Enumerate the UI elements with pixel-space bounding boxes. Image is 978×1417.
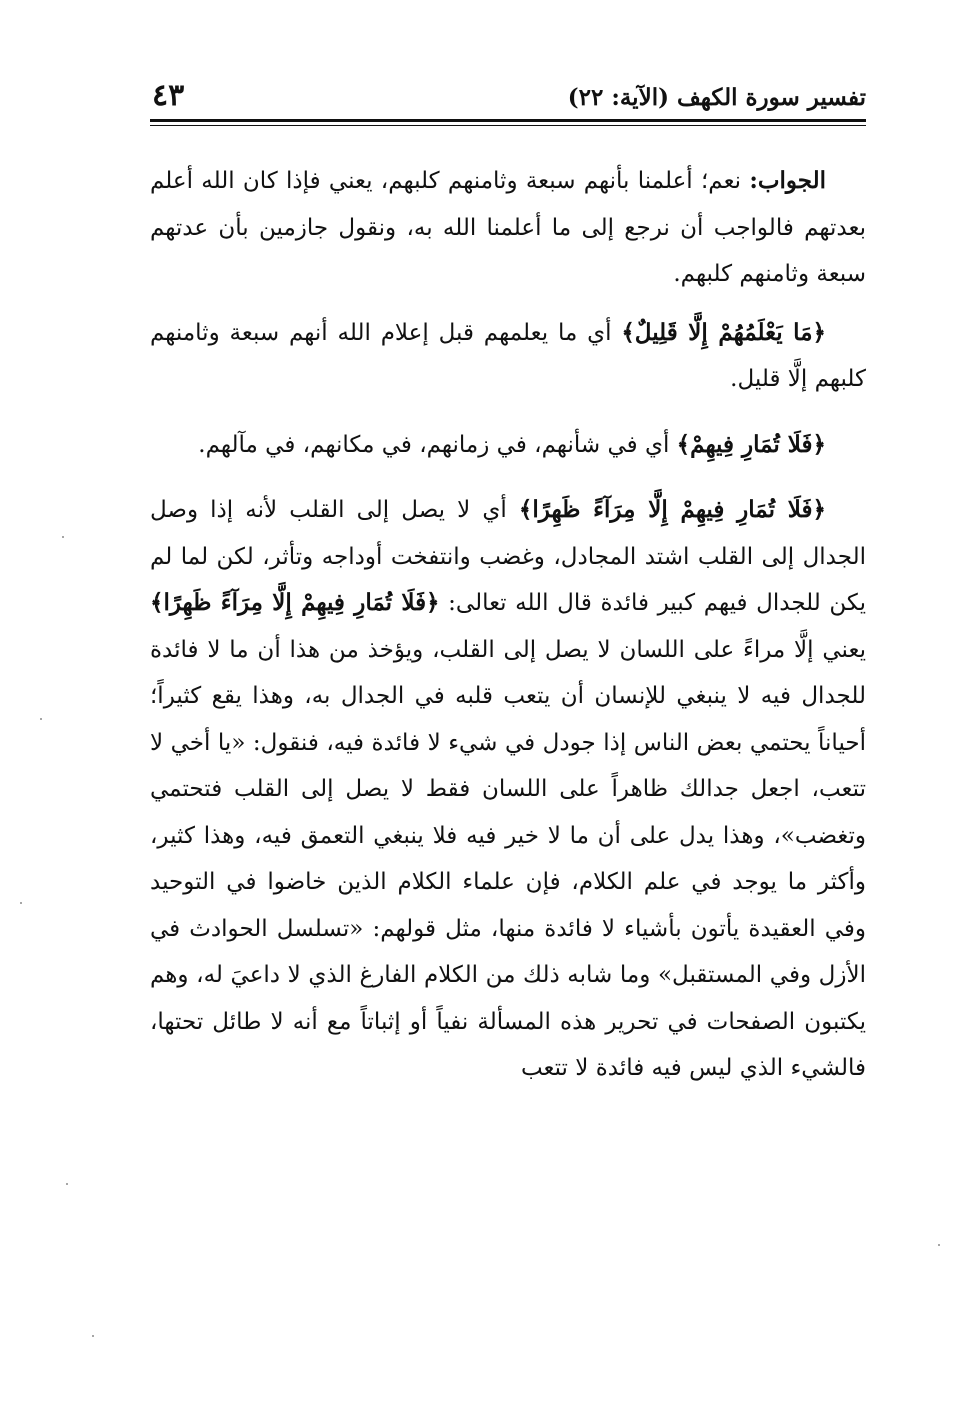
- paragraph-text: نعم؛ أعلمنا بأنهم سبعة وثامنهم كلبهم، يعني فإذا كان الله أعلم بعدتهم فالواجب أن نرجع إلى ما أعلمنا الله به، ونقول جازمين بأن عدتهم سبعة وثامنهم كلبهم.: [150, 168, 866, 287]
- quran-verse: ﴿فَلَا تُمَارِ فِيهِمْ﴾: [676, 430, 826, 458]
- scan-speck: [92, 1335, 94, 1337]
- paragraph-text: أي لا يصل إلى القلب لأنه إذا وصل الجدال إلى القلب اشتد المجادل، وغضب وانتفخت أوداجه وتأثر، لكن لما لم يكن للجدال فيهم كبير فائدة قال الله تعالى:: [150, 497, 867, 616]
- header-rule-thick: [150, 119, 866, 122]
- paragraph-verse-few-know: [150, 310, 866, 403]
- paragraph-text-continued: يعني إلَّا مراءً على اللسان لا يصل إلى القلب، ويؤخذ من هذا أن ما لا فائدة للجدال فيه لا ينبغي للإنسان أن يتعب قلبه في الجدال به، وهذا يقع كثيراً؛ أحياناً يحتمي بعض الناس إذا جودل في شيء لا فائدة فيه، فنقول: «يا أخي لا تتعب، اجعل جدالك ظاهراً على اللسان فقط لا يصل إلى القلب فتحتمي وتغضب»، وهذا يدل على أن ما لا خير فيه فلا ينبغي التعمق فيه، وهذا كثير، وأكثر ما يوجد في علم الكلام، فإن علماء الكلام الذين خاضوا في التوحيد وفي العقيدة يأتون بأشياء لا فائدة منها، مثل قولهم: «تسلسل الحوادث في الأزل وفي المستقبل» وما شابه ذلك من الكلام الفارغ الذي لا داعيَ له، وهم يكتبون الصفحات في تحرير هذه المسألة نفياً أو إثباتاً مع أنه لا طائل تحتها، فالشيء الذي ليس فيه فائدة لا تتعب: [150, 636, 866, 1081]
- scan-speck: [66, 1183, 68, 1185]
- quran-verse-repeat: ﴿فَلَا تُمَارِ فِيهِمْ إِلَّا مِرَآءً ظَهِرًا﴾: [150, 589, 440, 616]
- page-header: [150, 80, 866, 120]
- paragraph-text: أي ما يعلمهم قبل إعلام الله أنهم سبعة وثامنهم كلبهم إلَّا قليل.: [150, 319, 866, 392]
- quran-verse: ﴿فَلَا تُمَارِ فِيهِمْ إِلَّا مِرَآءً ظَهِرًا﴾: [518, 496, 826, 523]
- body-text: [150, 158, 866, 1111]
- header-rule-thin: [150, 125, 866, 126]
- paragraph-verse-outward-dispute: [150, 487, 866, 1092]
- running-title: تفسير سورة الكهف (الآية: ٢٢): [567, 84, 866, 111]
- scan-speck: [62, 536, 64, 538]
- scan-speck: [40, 718, 42, 720]
- answer-label: الجواب:: [749, 167, 826, 194]
- scan-speck: [938, 1244, 940, 1246]
- paragraph-text: أي في شأنهم، في زمانهم، في مكانهم، في مآلهم.: [198, 431, 677, 458]
- quran-verse: ﴿مَا يَعْلَمُهُمْ إِلَّا قَلِيلٌ﴾: [621, 318, 826, 346]
- paragraph-answer: [150, 158, 866, 298]
- scan-speck: [20, 902, 22, 904]
- page-number: ٤٣: [152, 78, 185, 113]
- paragraph-verse-do-not-dispute: [150, 422, 866, 469]
